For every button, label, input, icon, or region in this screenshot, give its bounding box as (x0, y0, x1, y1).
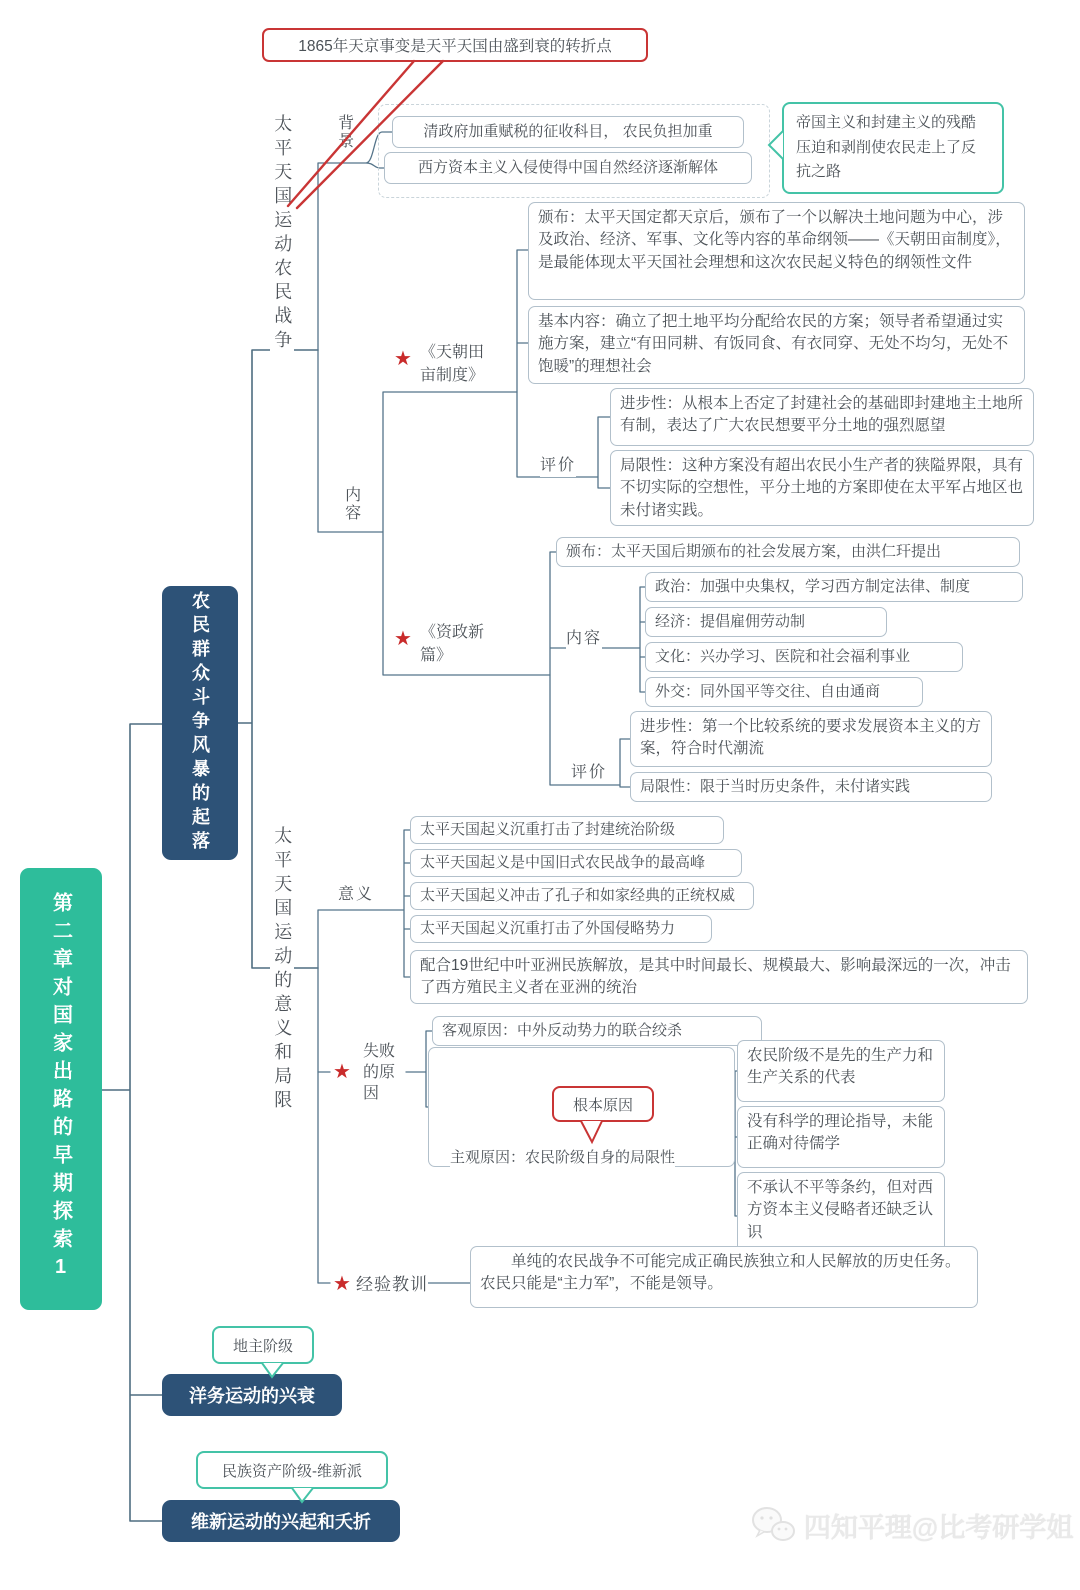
annotation-text: 1865年天京事变是天平天国由盛到衰的转折点 (298, 38, 612, 55)
war-branch-label: 太平天国运动农民战争 (270, 114, 294, 354)
root-cause-callout: 根本原因 (552, 1086, 654, 1122)
politics-item: 政治：加强中央集权，学习西方制定法律、制度 (645, 572, 1023, 602)
zizheng-eval-label: 评价 (571, 762, 607, 784)
meaning-item: 配合19世纪中叶亚洲民族解放，是其中时间最长、规模最大、影响最深远的一次，冲击了西方殖民主义者在亚洲的统治 (410, 950, 1028, 1004)
chapter-root-title: 第二章对国家出路的早期探索1 (49, 892, 72, 1286)
zizheng-publish-item: 颁布：太平天国后期颁布的社会发展方案，由洪仁玕提出 (556, 537, 1020, 567)
tianchao-title: 《天朝田亩制度》 (420, 341, 490, 387)
failure-detail-item: 没有科学的理论指导，未能正确对待儒学 (737, 1106, 945, 1168)
background-item: 西方资本主义入侵使得中国自然经济逐渐解体 (384, 152, 752, 184)
failure-detail-item: 不承认不平等条约，但对西方资本主义侵略者还缺乏认识 (737, 1172, 945, 1260)
zizheng-content-label: 内容 (566, 628, 602, 650)
economy-item: 经济：提倡雇佣劳动制 (645, 607, 887, 637)
objective-cause-item: 客观原因：中外反动势力的联合绞杀 (432, 1016, 762, 1046)
tianchao-limitation-paragraph: 局限性：这种方案没有超出农民小生产者的狭隘界限，具有不切实际的空想性，平分土地的方案即使在太平军占地区也未付诸实践。 (610, 450, 1034, 526)
background-item: 清政府加重赋税的征收科目， 农民负担加重 (392, 116, 744, 148)
tianchao-eval-label: 评价 (540, 455, 576, 477)
star-icon: ★ (333, 1273, 351, 1295)
watermark-text: 四知平理@比考研学姐 (804, 1512, 1074, 1543)
landlord-callout: 地主阶级 (212, 1326, 314, 1364)
meaning-item: 太平天国起义沉重打击了封建统治阶级 (410, 816, 724, 844)
zizheng-progressive-paragraph: 进步性：第一个比较系统的要求发展资本主义的方案，符合时代潮流 (630, 711, 992, 767)
content-label: 内容 (340, 486, 362, 522)
star-icon: ★ (394, 628, 412, 650)
chapter-root-box (20, 868, 102, 1310)
meaning-item: 太平天国起义冲击了孔子和如家经典的正统权威 (410, 882, 754, 910)
background-label: 背景 (333, 114, 355, 150)
star-icon: ★ (333, 1061, 351, 1083)
zizheng-limitation-item: 局限性：限于当时历史条件，未付诸实践 (630, 772, 992, 802)
yangwu-box: 洋务运动的兴衰 (162, 1374, 342, 1416)
storm-branch-title: 农民群众斗争风暴的起落 (190, 591, 210, 855)
lesson-label: 经验教训 (356, 1274, 428, 1297)
meaning-item: 太平天国起义沉重打击了外国侵略势力 (410, 915, 712, 943)
watermark (750, 1505, 1073, 1545)
diplomacy-item: 外交：同外国平等交往、自由通商 (645, 677, 923, 707)
tianchao-publish-paragraph: 颁布：太平天国定都天京后，颁布了一个以解决土地问题为中心，涉及政治、经济、军事、文化等内容的革命纲领——《天朝田亩制度》，是最能体现太平天国社会理想和这次农民起义特色的纲领性文件 (528, 202, 1025, 300)
subjective-cause-text: 主观原因：农民阶级自身的局限性 (450, 1148, 675, 1168)
culture-item: 文化：兴办学习、医院和社会福利事业 (645, 642, 963, 672)
tianchao-progressive-paragraph: 进步性：从根本上否定了封建社会的基础即封建地主土地所有制，表达了广大农民想要平分土地的强烈愿望 (610, 388, 1034, 446)
failure-detail-item: 农民阶级不是先的生产力和生产关系的代表 (737, 1040, 945, 1102)
weixin-box: 维新运动的兴起和夭折 (162, 1500, 400, 1542)
failure-label: 失败的原因 (363, 1042, 401, 1104)
annotation-note (262, 28, 648, 62)
bourgeois-callout: 民族资产阶级-维新派 (196, 1451, 388, 1489)
wechat-icon (750, 1505, 796, 1545)
star-icon: ★ (394, 348, 412, 370)
storm-branch-box (162, 586, 238, 860)
outcome-branch-label: 太平天国运动的意义和局限 (270, 826, 294, 1114)
zizheng-title: 《资政新篇》 (420, 621, 490, 667)
lesson-paragraph: 单纯的农民战争不可能完成正确民族独立和人民解放的历史任务。农民只能是“主力军”，不能是领导。 (470, 1246, 978, 1308)
oppression-callout: 帝国主义和封建主义的残酷压迫和剥削使农民走上了反抗之路 (782, 102, 1004, 194)
tianchao-basic-paragraph: 基本内容：确立了把土地平均分配给农民的方案；领导者希望通过实施方案，建立“有田同耕、有饭同食、有衣同穿、无处不均匀，无处不饱暖”的理想社会 (528, 306, 1025, 384)
meaning-item: 太平天国起义是中国旧式农民战争的最高峰 (410, 849, 742, 877)
meaning-label: 意义 (338, 884, 374, 906)
